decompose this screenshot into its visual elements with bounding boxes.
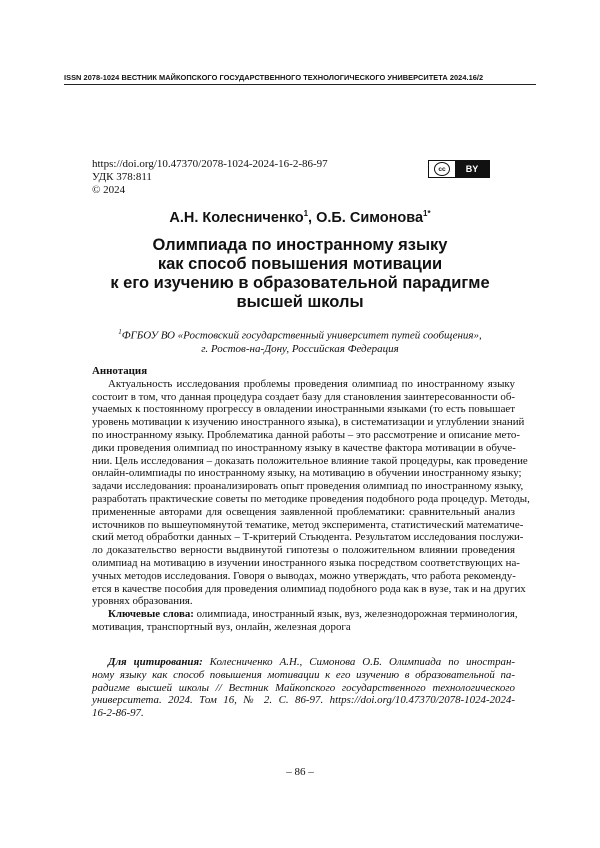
- affiliation: [60, 326, 540, 357]
- author-2-affil: 1*: [423, 209, 431, 218]
- citation-line: 16-2-86-97.: [92, 707, 144, 720]
- title-line: высшей школы: [236, 293, 364, 311]
- cc-by-license-badge[interactable]: [428, 160, 490, 178]
- affiliation-org: ФГБОУ ВО «Ростовский государственный университет путей сообщения»,: [121, 329, 482, 342]
- journal-header: ISSN 2078-1024 ВЕСТНИК МАЙКОПСКОГО ГОСУДАРСТВЕННОГО ТЕХНОЛОГИЧЕСКОГО УНИВЕРСИТЕТА 2024.16/2: [64, 73, 484, 82]
- udk-code: УДК 378:811: [92, 171, 152, 183]
- copyright: © 2024: [92, 184, 126, 196]
- abstract-line: ется в качестве пособия для проведения олимпиад подобного рода как в вузе, так и на других: [92, 582, 526, 595]
- article-meta: [92, 158, 328, 197]
- keywords: [92, 608, 518, 621]
- abstract: [92, 365, 530, 634]
- abstract-heading: Аннотация: [92, 365, 148, 377]
- abstract-line: ло доказательство верности выдвинутой гипотезы о положительном влиянии проведения: [92, 544, 515, 557]
- creative-commons-icon: cc: [434, 162, 450, 176]
- title-line: к его изучению в образовательной парадигме: [110, 274, 490, 292]
- abstract-line: олимпиад на мотивацию в изучении иностранного языка посредством соответствующих на-: [92, 556, 520, 569]
- abstract-line: по иностранному языку. Проблематика данной работы – это рассмотрение и описание мето-: [92, 428, 521, 441]
- keywords-text: олимпиада, иностранный язык, вуз, железнодорожная терминология,: [193, 608, 518, 621]
- abstract-line: примененные авторами для освещения заявленной проблематики: сравнительный анализ: [92, 505, 515, 518]
- abstract-line: дики проведения олимпиад по иностранному языку в качестве фактора мотивации в обуче-: [92, 441, 516, 454]
- authors: [0, 209, 600, 226]
- affiliation-marker: 1: [118, 328, 122, 336]
- title-line: как способ повышения мотивации: [157, 255, 443, 273]
- abstract-line: учаемых к постоянному прогрессу в овладении иностранными языками (то есть повышает: [92, 403, 515, 416]
- page-number: – 86 –: [286, 766, 314, 778]
- abstract-line: разработать практические советы по методике проведения подобного рода процедур. Методы,: [92, 492, 530, 505]
- abstract-line: нии. Цель исследования – доказать положительное влияние такой процедуры, как проведение: [92, 454, 528, 467]
- affiliation-city: г. Ростов-на-Дону, Российская Федерация: [201, 343, 399, 356]
- author-1: А.Н. Колесниченко: [169, 209, 304, 226]
- author-2: О.Б. Симонова: [316, 209, 424, 226]
- article-title: [60, 236, 540, 312]
- abstract-line: источников по вышеупомянутой тематике, метод эксперимента, статистический математиче-: [92, 518, 524, 531]
- title-line: Олимпиада по иностранному языку: [152, 236, 448, 254]
- author-separator: ,: [308, 209, 317, 226]
- citation-line: ному языку как способ повышения мотивации к его изучению в образовательной па-: [92, 668, 515, 681]
- citation-line: университета. 2024. Том 16, № 2. С. 86-97. https://doi.org/10.47370/2078-1024-2024-: [92, 694, 515, 707]
- abstract-line: ский метод обработки данных – Т-критерий Стьюдента. Результатом исследования послужи-: [92, 531, 524, 544]
- citation-label: Для цитирования:: [108, 656, 203, 668]
- author-1-affil: 1: [303, 209, 309, 218]
- abstract-line: Актуальность исследования проблемы проведения олимпиад по иностранному языку: [108, 377, 515, 390]
- license-by-label: BY: [455, 161, 489, 177]
- citation-line: радигме высшей школы // Вестник Майкопского государственного технологического: [92, 681, 515, 694]
- abstract-line: онлайн-олимпиады по иностранному языку, на мотивацию в обучении иностранному языку;: [92, 467, 522, 480]
- citation-text: Колесниченко А.Н., Симонова О.Б. Олимпиада по иностран-: [202, 656, 515, 668]
- abstract-line: учных методов исследования. Говоря о выводах, можно утверждать, что работа рекоменду-: [92, 569, 516, 582]
- header-divider: [64, 84, 536, 85]
- keywords-continued: мотивация, транспортный вуз, онлайн, железная дорога: [92, 620, 351, 633]
- abstract-line: уровнях образования.: [92, 595, 193, 608]
- keywords-label: Ключевые слова:: [108, 608, 194, 621]
- citation: [92, 656, 515, 720]
- abstract-line: уровень мотивации к изучению иностранного языка), в систематизации и углублении знаний: [92, 416, 525, 429]
- doi-link[interactable]: https://doi.org/10.47370/2078-1024-2024-16-2-86-97: [92, 158, 328, 170]
- abstract-line: состоит в том, что данная процедура создает базу для становления заинтересованности об-: [92, 390, 515, 403]
- abstract-line: задачи исследования: проанализировать опыт проведения олимпиад по иностранному языку,: [92, 480, 524, 493]
